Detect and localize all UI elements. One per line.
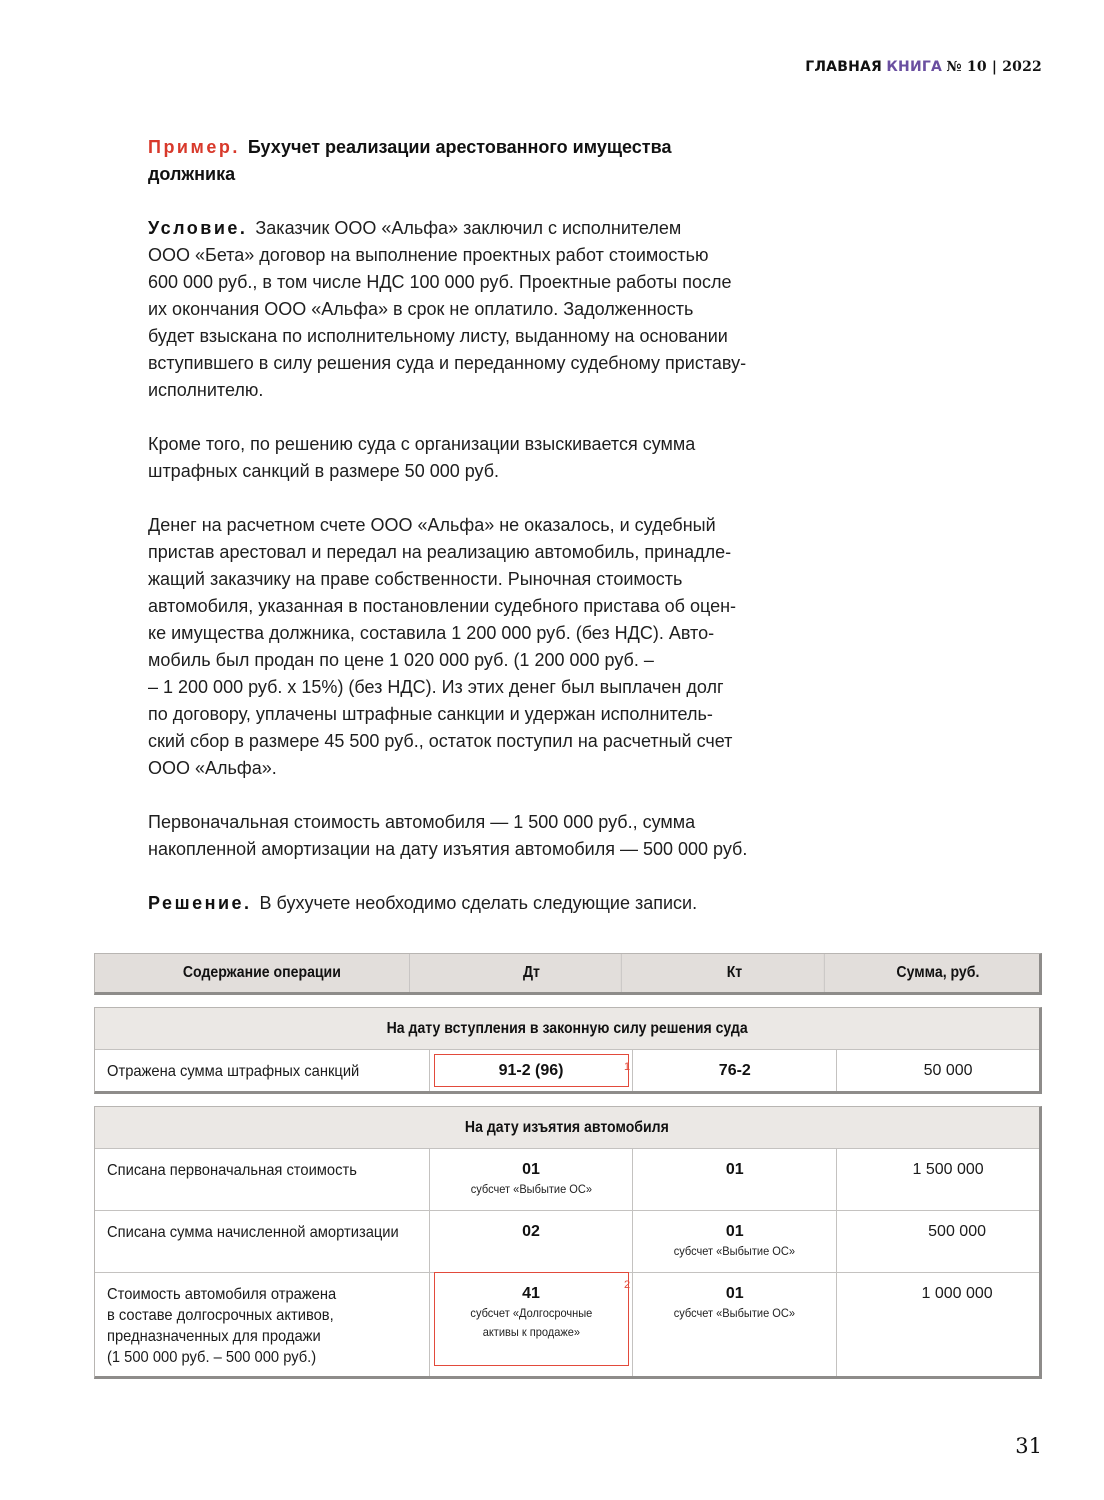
amount: 1 000 000 [921,1285,993,1302]
article-body [148,134,788,944]
debit-number: 02 [522,1223,540,1240]
magazine-name: ГЛАВНАЯ [805,59,883,75]
text-line: вступившего в силу решения суда и переданному судебному приставу- [148,353,747,373]
seizure-paragraph [148,512,788,782]
amount: 1 500 000 [912,1161,984,1178]
credit-subaccount: субсчет «Выбытие ОС» [674,1244,796,1258]
annotation-marker-2: 2 [624,1279,631,1291]
text-line: Первоначальная стоимость автомобиля — 1 500 000 руб., сумма [148,812,696,832]
credit-account [633,1149,837,1210]
operation-description [95,1050,430,1091]
solution-text: В бухучете необходимо сделать следующие записи. [259,893,698,913]
penalty-paragraph [148,431,788,485]
column-header-description: Содержание операции [115,954,409,992]
running-head [805,58,1042,75]
description-line: Списана сумма начисленной амортизации [107,1224,399,1241]
amount: 500 000 [928,1223,986,1240]
description-line: (1 500 000 руб. – 500 000 руб.) [107,1349,317,1366]
annotation-marker-1: 1 [624,1061,631,1073]
text-line: ООО «Альфа». [148,758,277,778]
column-header-credit: Кт [646,954,825,992]
section-title-text: На дату вступления в законную силу решения суда [386,1019,748,1037]
solution-label: Решение. [148,893,252,913]
magazine-name-accent: КНИГА [886,59,943,75]
description-line: Списана первоначальная стоимость [107,1162,357,1179]
debit-account [430,1211,634,1272]
text-line: ке имущества должника, составила 1 200 000 руб. (без НДС). Авто- [148,623,715,643]
text-line: Денег на расчетном счете ООО «Альфа» не оказалось, и судебный [148,515,716,535]
description-line: предназначенных для продажи [107,1328,321,1345]
operation-description [95,1149,430,1210]
example-heading [148,134,788,188]
text-line: по договору, уплачены штрафные санкции и удержан исполнитель- [148,704,713,724]
issue-number: № 10 | 2022 [946,59,1042,75]
credit-number: 76-2 [718,1062,751,1079]
debit-subaccount: субсчет «Выбытие ОС» [470,1182,592,1196]
example-label: Пример. [148,137,240,157]
example-title-line-2: должника [148,164,236,184]
description-line: Стоимость автомобиля отражена [107,1286,337,1303]
debit-number: 41 [522,1285,540,1302]
text-line: ООО «Бета» договор на выполнение проектных работ стоимостью [148,245,709,265]
column-header-debit: Дт [442,954,621,992]
debit-account [430,1149,634,1210]
text-line: 600 000 руб., в том числе НДС 100 000 руб. Проектные работы после [148,272,732,292]
text-line: Кроме того, по решению суда с организации взыскивается сумма [148,434,696,454]
credit-number: 01 [725,1223,744,1240]
operation-description [95,1273,430,1376]
credit-number: 01 [725,1285,744,1302]
text-line: – 1 200 000 руб. x 15%) (без НДС). Из этих денег был выплачен долг [148,677,724,697]
credit-subaccount: субсчет «Выбытие ОС» [674,1306,796,1320]
text-line: их окончания ООО «Альфа» в срок не оплатило. Задолженность [148,299,694,319]
section-title-text: На дату изъятия автомобиля [465,1118,669,1136]
annotation-box-1 [434,1054,629,1087]
text-line: Заказчик ООО «Альфа» заключил с исполнителем [255,218,682,238]
operation-description [95,1211,430,1272]
text-line: накопленной амортизации на дату изъятия автомобиля — 500 000 руб. [148,839,748,859]
debit-subaccount-line: активы к продаже» [482,1325,580,1339]
credit-account [633,1050,837,1091]
table-row [95,1211,1039,1273]
example-title-line-1: Бухучет реализации арестованного имущества [247,137,672,157]
amount: 50 000 [923,1062,973,1079]
debit-subaccount-line: субсчет «Долгосрочные [470,1306,592,1320]
text-line: ский сбор в размере 45 500 руб., остаток поступил на расчетный счет [148,731,733,751]
text-line: штрафных санкций в размере 50 000 руб. [148,461,500,481]
text-line: жащий заказчику на праве собственности. Рыночная стоимость [148,569,683,589]
description-line: Отражена сумма штрафных санкций [107,1063,360,1080]
condition-paragraph [148,215,788,404]
section-title [95,1008,1039,1050]
condition-label: Условие. [148,218,248,238]
solution-paragraph [148,890,788,917]
credit-account [633,1211,837,1272]
table-header [94,953,1042,995]
credit-number: 01 [725,1161,744,1178]
text-line: автомобиля, указанная в постановлении судебного пристава об оцен- [148,596,737,616]
debit-number: 91-2 (96) [498,1062,564,1079]
annotation-box-2 [434,1272,629,1366]
table-row [95,1149,1039,1211]
section-title [95,1107,1039,1149]
credit-account [633,1273,837,1376]
text-line: мобиль был продан по цене 1 020 000 руб. (1 200 000 руб. – [148,650,654,670]
column-header-amount: Сумма, руб. [896,964,980,981]
cost-paragraph [148,809,788,863]
page-number: 31 [1015,1434,1042,1458]
text-line: исполнителю. [148,380,264,400]
debit-number: 01 [522,1161,540,1178]
text-line: пристав арестовал и передал на реализацию автомобиль, принадле- [148,542,732,562]
description-line: в составе долгосрочных активов, [107,1307,334,1324]
text-line: будет взыскана по исполнительному листу, выданному на основании [148,326,728,346]
